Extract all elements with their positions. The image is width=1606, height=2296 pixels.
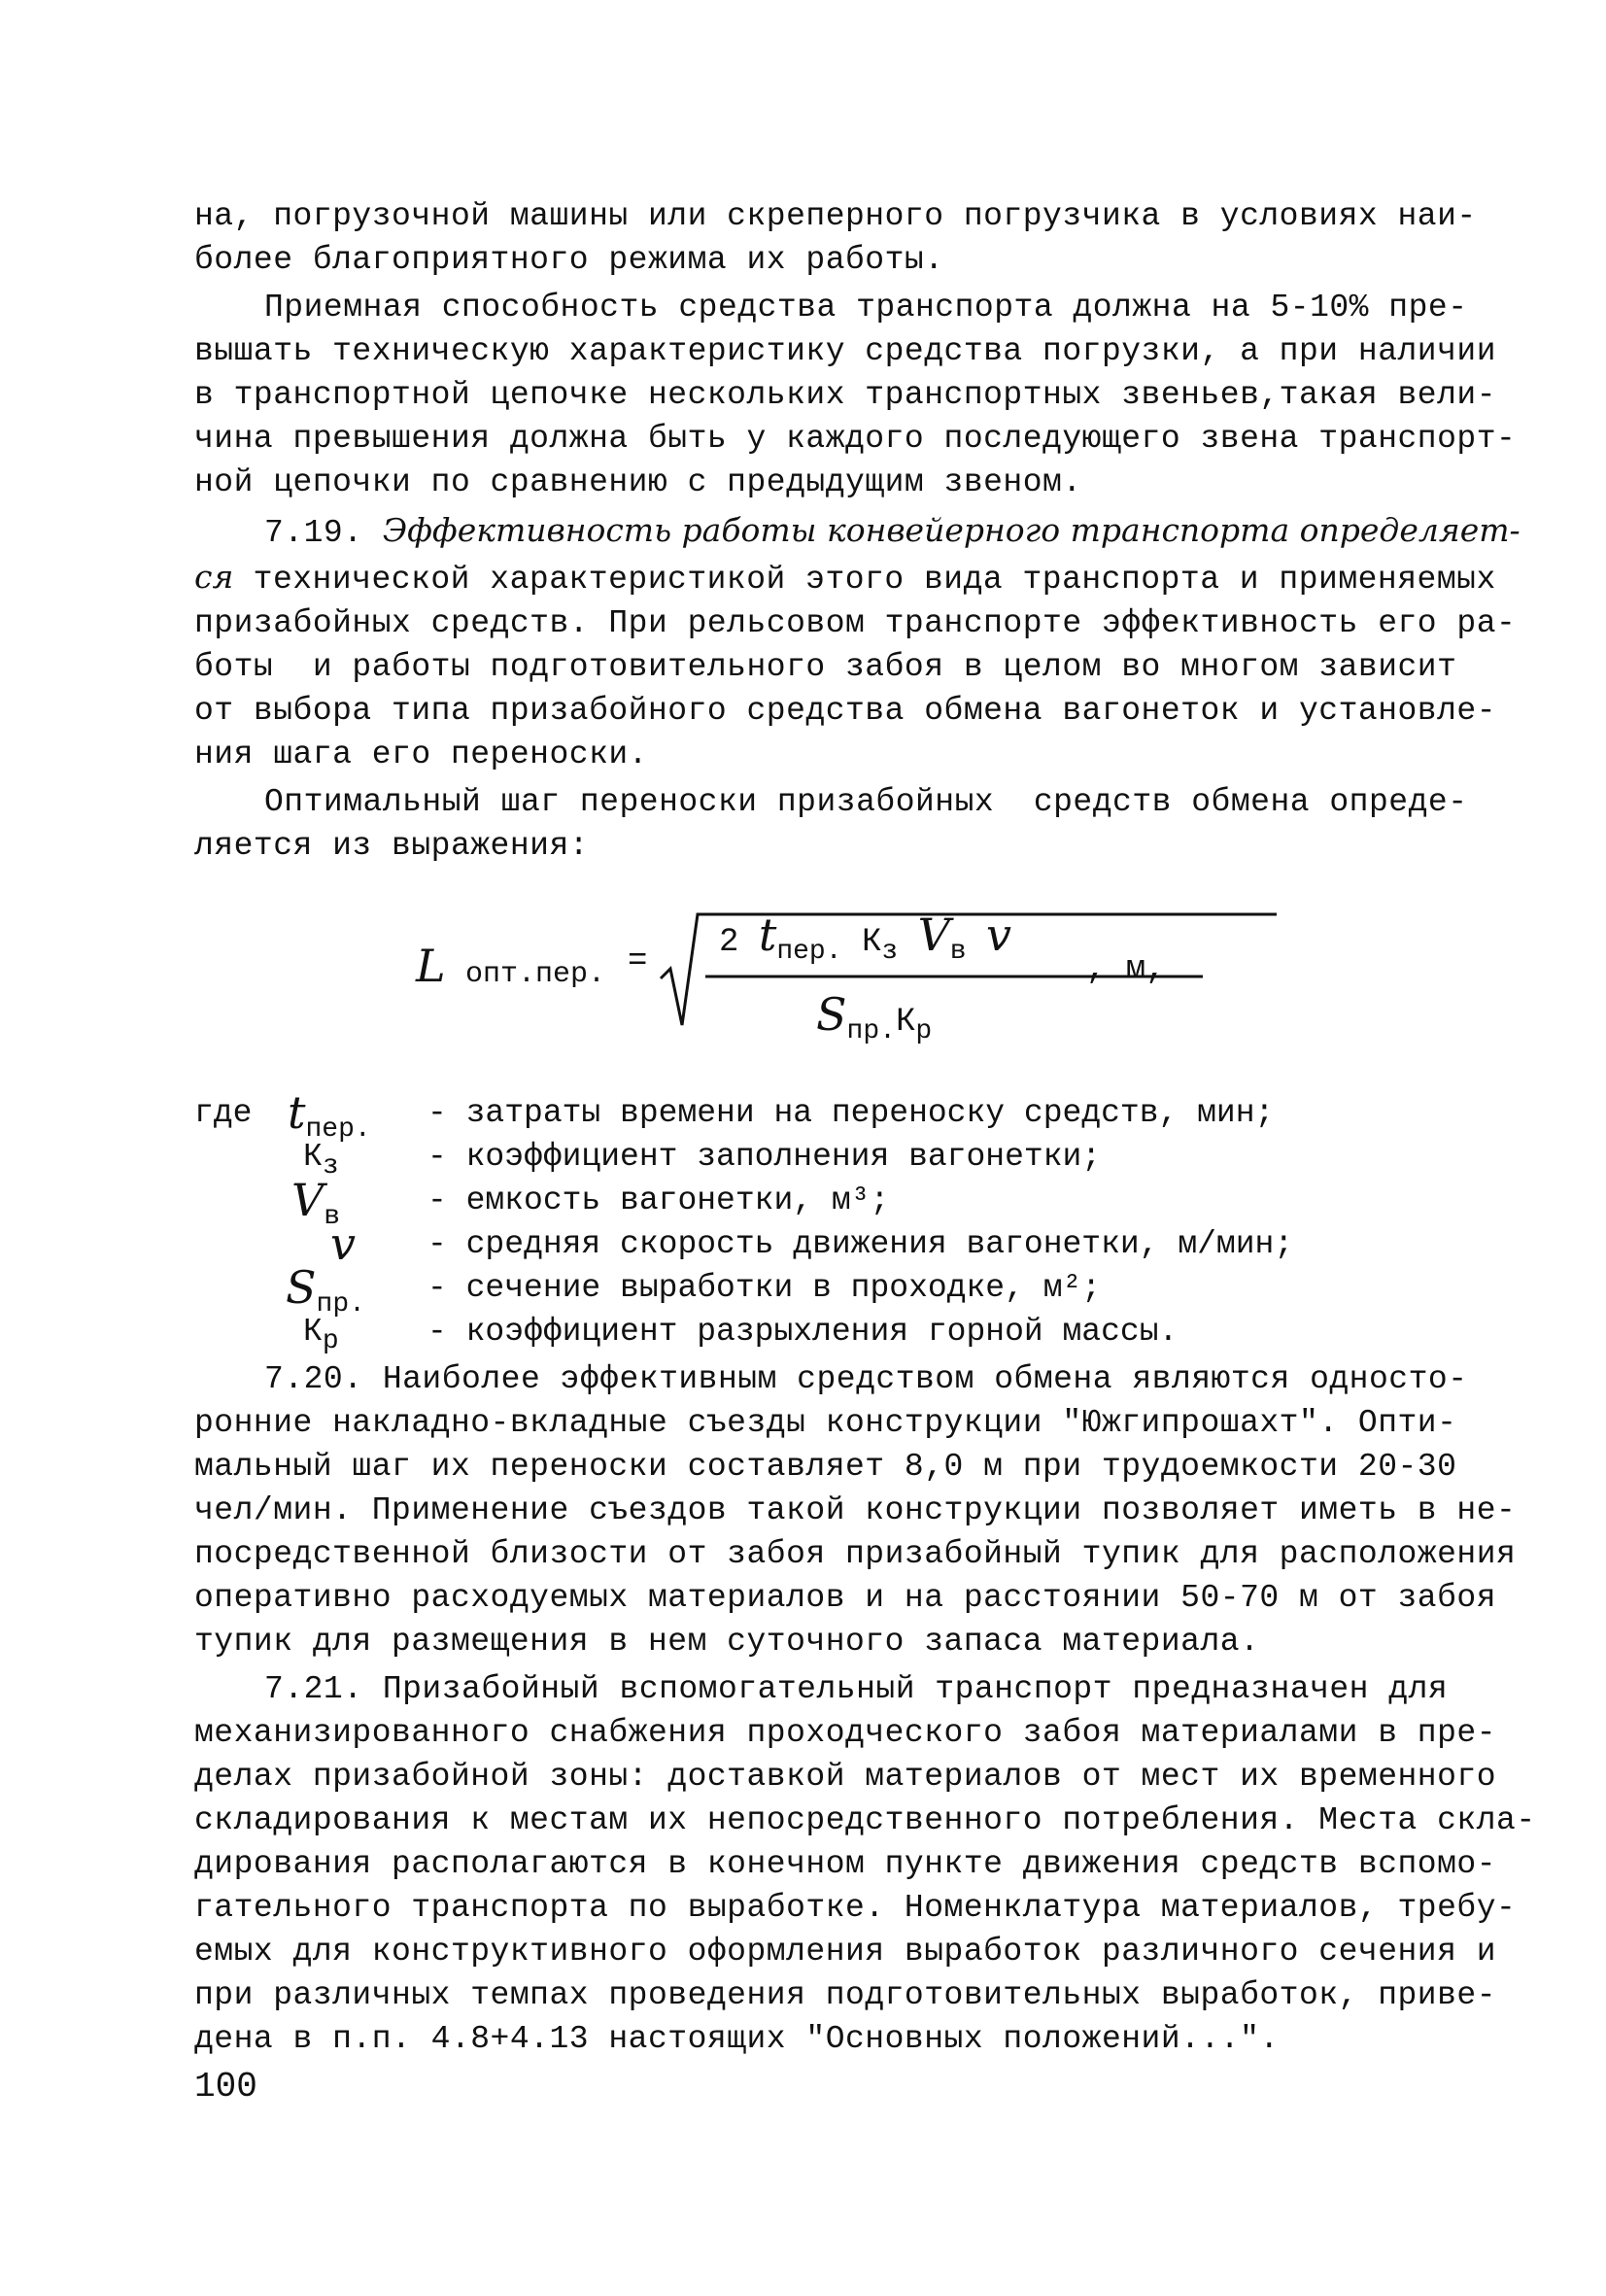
formula-subscript: пр.	[846, 1016, 896, 1046]
legend-description: - затраты времени на переноску средств, мин;	[427, 1095, 1275, 1131]
text-line: ния шага его переноски.	[194, 737, 648, 772]
legend-symbol	[303, 1310, 339, 1355]
legend-row	[194, 1086, 1438, 1145]
formula-legend	[194, 1086, 1438, 1356]
formula-subscript: р	[915, 1016, 933, 1046]
text-line: механизированного снабжения проходческого забоя материалами в пре-	[194, 1715, 1497, 1751]
formula-symbol-k: К	[895, 1004, 916, 1041]
formula-symbol-L: L	[416, 940, 446, 992]
symbol-subscript: пр.	[316, 1289, 365, 1319]
formula-optimal-step	[194, 907, 1438, 1052]
formula-lhs	[416, 940, 605, 992]
text-line: посредственной близости от забоя призабойный тупик для расположения	[194, 1536, 1517, 1572]
legend-description: - емкость вагонетки, м³;	[427, 1182, 890, 1218]
text-line: складирования к местам их непосредственного потребления. Места скла-	[194, 1802, 1536, 1838]
legend-description: - средняя скорость движения вагонетки, м/мин;	[427, 1226, 1294, 1262]
symbol-subscript: пер.	[305, 1114, 371, 1145]
formula-subscript: опт.пер.	[464, 958, 605, 991]
text-line: Оптимальный шаг переноски призабойных средств обмена опреде-	[264, 784, 1468, 820]
italic-text: ся	[194, 558, 234, 596]
text-line: призабойных средств. При рельсовом транспорте эффективность его ра-	[194, 605, 1517, 641]
legend-description: - сечение выработки в проходке, м²;	[427, 1270, 1102, 1306]
text-line	[194, 555, 1496, 601]
formula-symbol-speed: v	[986, 908, 1012, 961]
formula-denominator	[816, 988, 933, 1046]
text-line: оперативно расходуемых материалов и на расстоянии 50-70 м от забоя	[194, 1580, 1497, 1616]
text-line	[194, 508, 1521, 555]
formula-subscript: з	[881, 937, 899, 967]
text-line: боты и работы подготовительного забоя в целом во многом зависит	[194, 649, 1457, 685]
section-number: 7.19.	[264, 515, 383, 551]
text-line: от выбора типа призабойного средства обмена вагонеток и установле-	[194, 693, 1497, 729]
text-line: Приемная способность средства транспорта должна на 5-10% пре-	[264, 290, 1468, 326]
legend-row	[194, 1174, 1438, 1232]
paragraph-7-19	[194, 508, 1521, 776]
formula-symbol-V: V	[917, 908, 950, 961]
legend-row	[194, 1135, 1438, 1182]
page-number: 100	[194, 2067, 257, 2107]
text-line: ронние накладно-вкладные съезды конструкции "Южгипрошахт". Опти-	[194, 1405, 1457, 1441]
text-line: дена в п.п. 4.8+4.13 настоящих "Основных положений...".	[194, 2021, 1280, 2057]
symbol-subscript: з	[322, 1151, 339, 1182]
symbol-subscript: р	[322, 1326, 339, 1356]
symbol-t: t	[288, 1086, 306, 1139]
formula-unit: , м,	[1086, 951, 1166, 988]
symbol-subscript: в	[324, 1202, 341, 1232]
paragraph-7-20	[194, 1357, 1517, 1663]
formula-symbol-k: К	[861, 924, 882, 961]
symbol-speed: v	[330, 1217, 356, 1270]
legend-row	[194, 1310, 1438, 1354]
legend-row	[194, 1217, 1438, 1270]
symbol-k: К	[303, 1139, 323, 1175]
text-span: технической характеристикой этого вида транспорта и применяемых	[233, 562, 1496, 598]
text-line: делах призабойной зоны: доставкой материалов от мест их временного	[194, 1759, 1497, 1795]
symbol-S: S	[286, 1261, 317, 1314]
text-line: 7.21. Призабойный вспомогательный транспорт предназначен для	[264, 1671, 1449, 1707]
text-line: чина превышения должна быть у каждого последующего звена транспорт-	[194, 421, 1517, 457]
formula-subscript: в	[949, 937, 967, 967]
legend-description: - коэффициент заполнения вагонетки;	[427, 1139, 1102, 1175]
formula-symbol-S: S	[816, 988, 847, 1041]
text-line: при различных темпах проведения подготовительных выработок, приве-	[194, 1977, 1497, 2013]
legend-row	[194, 1261, 1438, 1319]
formula-equals: =	[628, 943, 648, 980]
text-line: в транспортной цепочке нескольких транспортных звеньев,такая вели-	[194, 377, 1497, 413]
text-line: вышать техническую характеристику средства погрузки, а при наличии	[194, 333, 1497, 369]
text-line: ляется из выражения:	[194, 828, 590, 864]
paragraph-loading-capacity	[194, 286, 1517, 504]
paragraph-optimal-step	[194, 780, 1468, 868]
text-line: емых для конструктивного оформления выработок различного сечения и	[194, 1934, 1497, 1970]
symbol-k: К	[303, 1314, 323, 1350]
legend-where: где	[194, 1095, 253, 1131]
paragraph-7-21	[194, 1667, 1536, 2061]
text-line: гательного транспорта по выработке. Номенклатура материалов, требу-	[194, 1890, 1517, 1926]
text-line: мальный шаг их переноски составляет 8,0 м при трудоемкости 20-30	[194, 1449, 1457, 1485]
italic-text: Эффективность работы конвейерного транспорта определяет-	[382, 511, 1521, 549]
document-page	[194, 194, 1536, 2109]
text-line: более благоприятного режима их работы.	[194, 242, 944, 278]
text-line: тупик для размещения в нем суточного запаса материала.	[194, 1624, 1260, 1660]
formula-numerator	[719, 908, 1012, 967]
legend-description: - коэффициент разрыхления горной массы.	[427, 1314, 1179, 1350]
text-line: чел/мин. Применение съездов такой конструкции позволяет иметь в не-	[194, 1492, 1517, 1528]
text-line: на, погрузочной машины или скреперного погрузчика в условиях наи-	[194, 198, 1477, 234]
text-line: дирования располагаются в конечном пункте движения средств вспомо-	[194, 1846, 1497, 1882]
text-line: 7.20. Наиболее эффективным средством обмена являются односто-	[264, 1361, 1468, 1397]
paragraph-continuation	[194, 194, 1477, 282]
formula-subscript: пер.	[776, 937, 842, 967]
formula-coefficient: 2	[719, 924, 739, 961]
formula-symbol-t: t	[758, 908, 777, 961]
text-line: ной цепочки по сравнению с предыдущим звеном.	[194, 464, 1082, 500]
symbol-V: V	[291, 1174, 325, 1226]
